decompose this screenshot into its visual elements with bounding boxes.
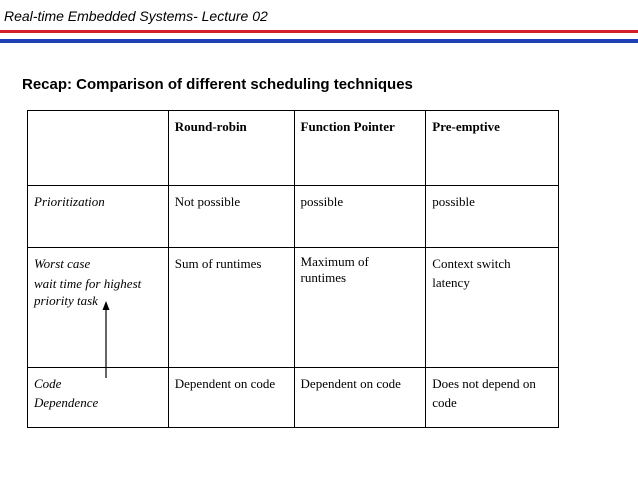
- header-cell-round-robin: Round-robin: [168, 111, 294, 186]
- cell-line: Maximum of: [300, 254, 369, 269]
- cell-round-robin: [168, 248, 294, 368]
- header-red-stripe: [0, 30, 638, 33]
- cell-line: Dependent on code: [174, 376, 276, 391]
- header-blue-stripe: [0, 39, 638, 43]
- row-label-line: priority task: [34, 293, 98, 308]
- cell-line: Context switch: [432, 256, 511, 271]
- cell-pre-emptive: [426, 368, 559, 428]
- slide-title: Recap: Comparison of different scheduling techniques: [22, 76, 413, 93]
- row-label-line: Prioritization: [34, 194, 105, 209]
- row-label-line: Dependence: [34, 395, 99, 410]
- lecture-header: Real-time Embedded Systems- Lecture 02: [4, 8, 268, 24]
- cell-function-pointer: [294, 368, 426, 428]
- cell-line: Dependent on code: [300, 376, 401, 391]
- cell-line: possible: [300, 194, 344, 209]
- header-cell-pre-emptive: Pre-emptive: [426, 111, 559, 186]
- table-header-row: [28, 111, 559, 186]
- table-row-prioritization: [28, 186, 559, 248]
- row-label-line: Code: [34, 376, 62, 391]
- cell-line: possible: [432, 194, 475, 209]
- cell-line: Does not depend on: [432, 376, 536, 391]
- cell-pre-emptive: [426, 248, 559, 368]
- comparison-table: [27, 110, 559, 428]
- header-cell-empty: [28, 111, 169, 186]
- cell-function-pointer: [294, 186, 426, 248]
- cell-line: Sum of runtimes: [174, 256, 262, 271]
- cell-line: code: [432, 395, 457, 410]
- row-label-line: Worst case: [34, 256, 91, 271]
- header-cell-function-pointer: Function Pointer: [294, 111, 426, 186]
- row-label-line: wait time for highest: [34, 276, 142, 291]
- cell-function-pointer: [294, 248, 426, 368]
- up-arrow-icon: [96, 300, 116, 380]
- cell-line: latency: [432, 275, 470, 290]
- cell-round-robin: [168, 186, 294, 248]
- cell-pre-emptive: [426, 186, 559, 248]
- cell-line: Not possible: [174, 194, 241, 209]
- row-label-prioritization: [28, 186, 169, 248]
- cell-round-robin: [168, 368, 294, 428]
- cell-line: runtimes: [300, 270, 347, 285]
